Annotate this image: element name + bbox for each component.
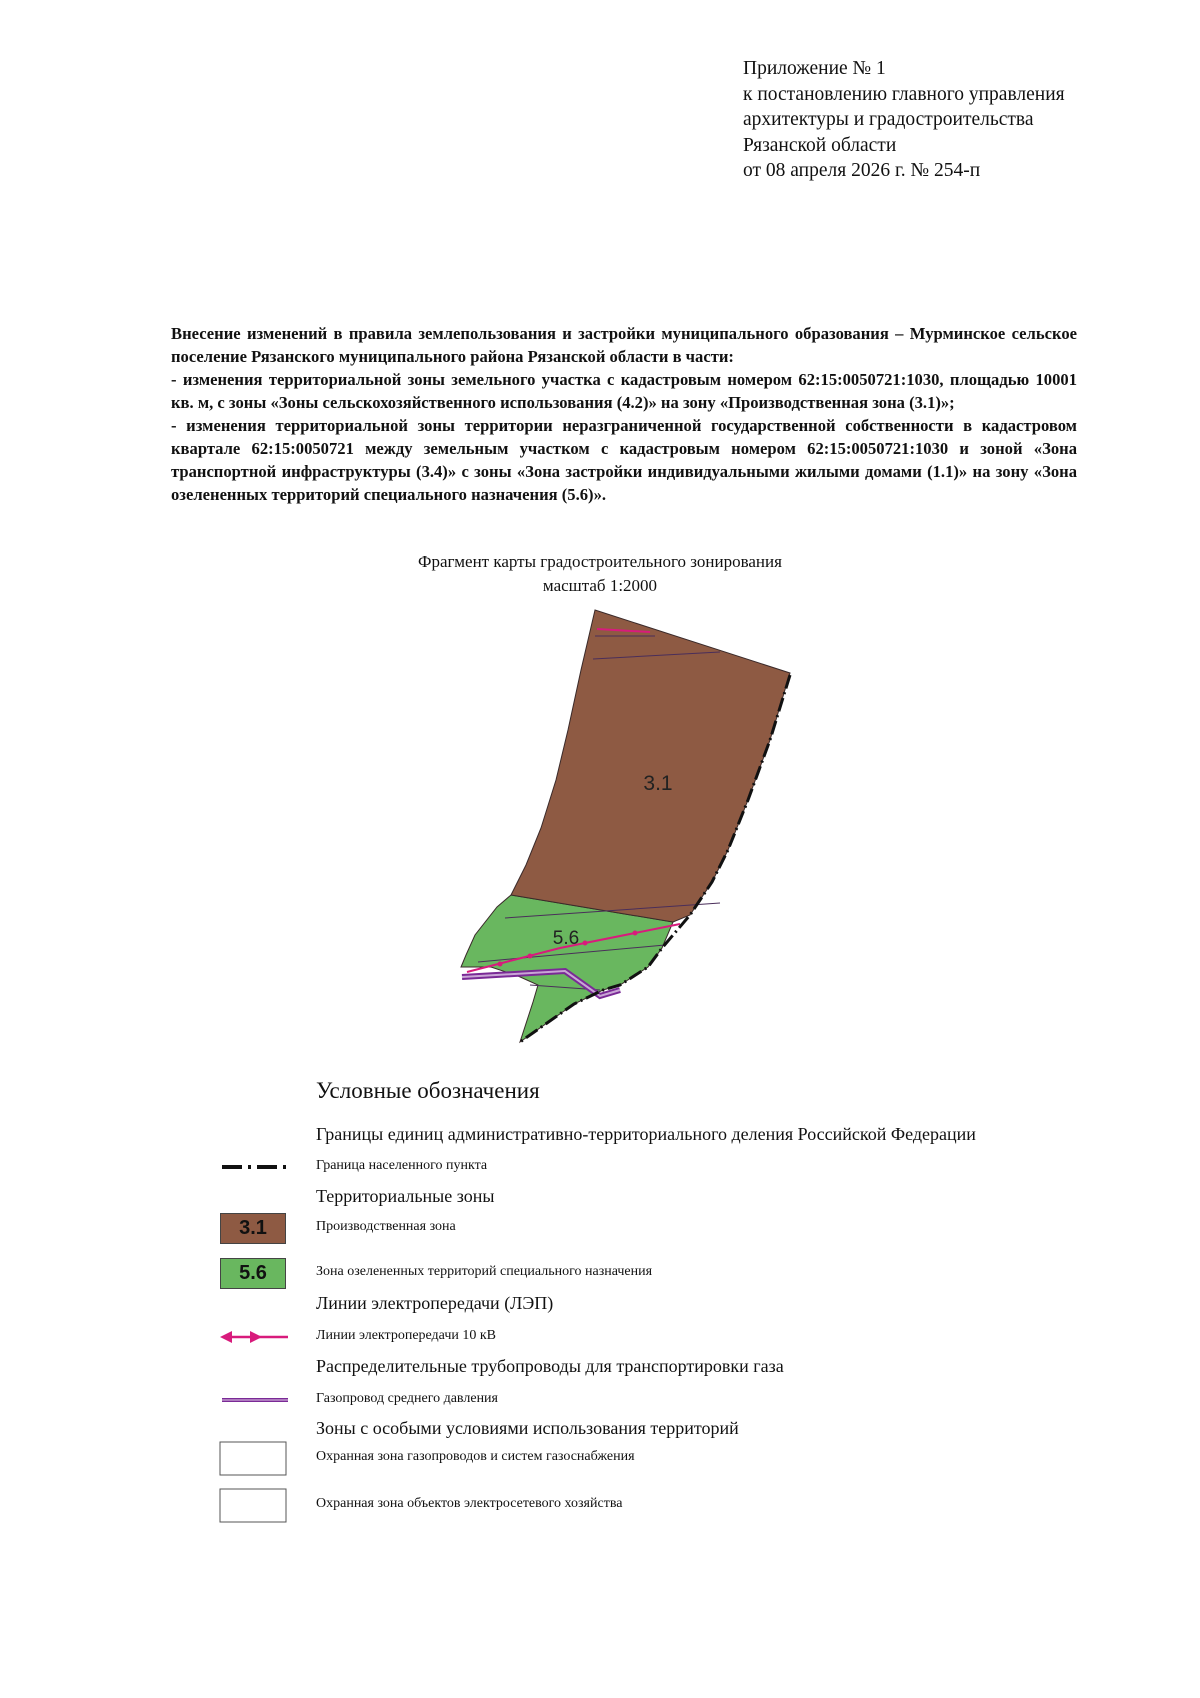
appendix-authority: архитектуры и градостроительства [743, 109, 1034, 131]
legend-zone-green: Зона озелененных территорий специального назначения [316, 1264, 653, 1279]
legend-gas-protect-symbol [220, 1442, 286, 1475]
appendix-number: Приложение № 1 [743, 58, 886, 79]
appendix-region: Рязанской области [743, 134, 897, 156]
legend-gas-medium: Газопровод среднего давления [316, 1391, 498, 1406]
legend-group-zones: Территориальные зоны [316, 1186, 495, 1206]
legend-power-10kv: Линии электропередачи 10 кВ [316, 1328, 497, 1343]
legend-power-protect-symbol [220, 1489, 286, 1522]
heading-intro: Внесение изменений в правила землепользования и застройки муниципального образования – Мурминское сельское поселение Рязанского муниципального района Рязанской области в части: [171, 324, 1077, 366]
legend-title: Условные обозначения [316, 1078, 540, 1103]
legend-swatch-5-6: 5.6 [220, 1258, 286, 1289]
legend-settlement-border: Граница населенного пункта [316, 1158, 488, 1173]
appendix-date: от 08 апреля 2026 г. № 254-п [743, 160, 981, 182]
zone-production-label: 3.1 [643, 772, 673, 795]
legend-power-protect: Охранная зона объектов электросетевого хозяйства [316, 1496, 623, 1511]
zone-green-label: 5.6 [552, 928, 580, 949]
legend-zone-production: Производственная зона [316, 1219, 456, 1234]
legend-group-power: Линии электропередачи (ЛЭП) [316, 1293, 554, 1313]
map-scale: масштаб 1:2000 [542, 576, 658, 595]
legend-gas-protect: Охранная зона газопроводов и систем газоснабжения [316, 1449, 635, 1464]
legend-group-special: Зоны с особыми условиями использования территорий [316, 1418, 739, 1438]
appendix-resolution: к постановлению главного управления [743, 83, 1065, 105]
heading-item-2: - изменения территориальной зоны территории неразграниченной государственной собственности в кадастровом квартале 62:15:0050721 между земельным участком с кадастровым номером 62:15:0050721:1030 и зоной «Зона транспортной инфраструктуры (3.4)» с зоны «Зона застройки индивидуальными жилыми домами (1.1)» на зону «Зона озелененных территорий специального назначения (5.6)». [171, 416, 1077, 504]
legend-swatch-3-1: 3.1 [220, 1213, 286, 1244]
heading-item-1: - изменения территориальной зоны земельного участка с кадастровым номером 62:15:0050721:1030, площадью 10001 кв. м, с зоны «Зоны сельскохозяйственного использования (4.2)» на зону «Производственная зона (3.1)»; [171, 370, 1077, 412]
map-title: Фрагмент карты градостроительного зонирования [418, 552, 782, 571]
zone-production-area [511, 610, 790, 922]
legend-power-line-symbol [220, 1331, 288, 1343]
legend-group-gas: Распределительные трубопроводы для транспортировки газа [316, 1356, 784, 1376]
legend-group-admin: Границы единиц административно-территориального деления Российской Федерации [316, 1124, 976, 1144]
